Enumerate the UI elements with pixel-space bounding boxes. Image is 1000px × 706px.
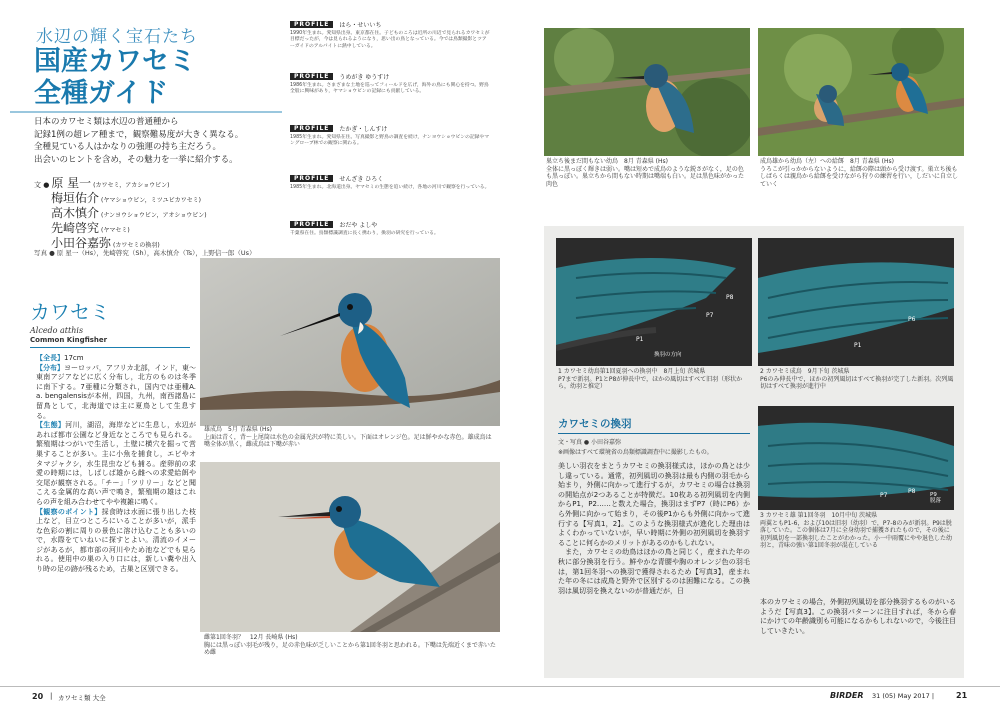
- profile-body: 1985年生まれ。北海道出身。ヤマセミの生態を追い続け，各地の河川で観察を行っている。: [290, 185, 490, 190]
- species-header: [30, 300, 190, 348]
- kingfisher-male-photo: [200, 258, 500, 426]
- issue-info: 31 (05) May 2017 |: [872, 692, 935, 700]
- article-title: カワセミの換羽: [558, 416, 750, 434]
- page-number: 20: [32, 692, 44, 701]
- credit-note: (ヤマショウビン，ミツユビカワセミ): [101, 197, 201, 204]
- footer-divider-icon: |: [50, 692, 53, 700]
- para-head: 【観察のポイント】: [36, 507, 102, 516]
- profile-name: はら・せいいち: [339, 22, 382, 29]
- profile-body: 千葉県在住。鳥類標識調査に長く携わり，換羽の研究を行っている。: [290, 231, 439, 236]
- juvenile-image: [544, 28, 750, 156]
- caption-wing-1: 1 カワセミ幼鳥第1回夏羽への換羽中 8月上旬 茨城県 P7まで新羽。P1とP8が伸長中で，ほかの風切はすべて旧羽（形状から，幼羽と推定）: [558, 368, 743, 391]
- profile-body: 1986年生まれ。さまざまな土地を巡ってフィールドを広げ，海外の鳥にも関心を持つ。野鳥全般に興味があり，ヤマショウビンの記録にも貢献している。: [290, 83, 489, 95]
- latin-name: Alcedo atthis: [30, 326, 84, 335]
- wing-label: P9 脱落: [930, 492, 942, 504]
- footer-right: [500, 686, 1000, 706]
- wing-label: P7: [880, 492, 888, 499]
- wing-image-1: [556, 238, 752, 366]
- credit-name: 原 星一: [51, 176, 92, 190]
- credit-name: 小田谷嘉弥: [51, 236, 112, 250]
- lead-line: 日本のカワセミ類は水辺の普通種から: [34, 117, 179, 127]
- profile-tag: PROFILE: [290, 21, 333, 28]
- credits: [34, 172, 274, 250]
- species-name: カワセミ: [30, 300, 110, 324]
- profile-tag: PROFILE: [290, 73, 333, 80]
- wing-image-3: [758, 406, 954, 510]
- profile-name: うめがき ゆうすけ: [339, 74, 390, 81]
- kingfisher-female-photo: [200, 462, 500, 632]
- credit-note: (ヤマセミ): [101, 227, 130, 234]
- article-body-continued: 本のカワセミの場合，外側初列風切を部分換羽するものがいるようだ【写真3】。この換羽パターンに注目すれば，冬から春にかけての年齢識別も可能になるかもしれないので，今後注目していきたい。: [760, 598, 956, 635]
- credit-row: [34, 202, 274, 220]
- article-byline: 文・写真 ● 小田谷嘉弥: [558, 439, 622, 446]
- wing-photo-3: [758, 406, 954, 510]
- caption-male: 雄成鳥 5月 青森県 (Hs) 上面は青く，背～上尾筒は水色の金属光沢が特に美しい。下面はオレンジ色。足は鮮やかな赤色。雄成鳥は嘴全体が黒く，雌成鳥は下嘴が赤い: [204, 426, 492, 449]
- wing-label: P8: [726, 294, 734, 301]
- credit-name: 先崎啓究: [51, 221, 100, 235]
- juvenile-photo: [544, 28, 750, 156]
- para-text: ヨーロッパ，アフリカ北部，インド，東～東南アジアなどに広く分布し，北方のものは冬季に南下する。7亜種に分類され，国内では亜種A. a. bengalensisが本州，四国，九州，南西諸島に留鳥として，北海道では主に夏鳥として生息する。: [36, 363, 196, 420]
- credit-note: (ナンヨウショウビン，アオショウビン): [101, 212, 207, 219]
- credit-note: (カワセミ，アカショウビン): [93, 182, 170, 189]
- molt-article: [558, 416, 750, 674]
- profile-tag: PROFILE: [290, 175, 333, 182]
- english-name: Common Kingfisher: [30, 336, 190, 348]
- profile-body: 1985年生まれ。愛知県在住。写真撮影と野鳥の調査を続け，ナンヨウショウビンの記録やマングローブ林での観察に関わる。: [290, 135, 490, 147]
- caption-wing-2: 2 カワセミ成鳥 9月下旬 茨城県 P6のみ伸長中で，ほかの初列風切はすべて換羽が完了した新羽。次列風切はすべて換羽が進行中: [760, 368, 954, 391]
- article-body: 美しい羽衣をまとうカワセミの換羽様式は，ほかの鳥とは少し違っている。通常，初列風切の換羽は最も内側の羽毛から始まり，外側に向かって進行するが，カワセミの場合は換羽の開始点が2つあることが特徴だ。10枚ある初列風切を内側からP1，P2……と数えた場合，換羽はまずP7（時にP6）から外側に向かって始まり，その後P1からも外側に向かって進行する【写真1，2】。このような換羽様式が進化した理由はよくわかっていないが，早い時期に外側の初列風切を換羽することに何らかのメリットがあるのかもしれない。 また，カワセミの幼鳥はほかの鳥と同じく，産まれた年の秋に部分換羽を行う。鮮やかな青腰や胸のオレンジ色の羽毛は，第1回冬羽への換羽で獲得されるため【写真3】，産まれた年の冬には成鳥と野外で区別するのは困難になる。この換羽は風切羽を換えないのが普通だが，日: [558, 462, 750, 595]
- wing-label: P8: [908, 488, 916, 495]
- profile: [290, 174, 490, 214]
- profile: [290, 124, 490, 168]
- credit-name: 梅垣佑介: [51, 191, 100, 205]
- species-body: [36, 354, 196, 672]
- wing-label: P1: [854, 342, 862, 349]
- para-text: 17cm: [64, 354, 84, 362]
- caption-juvenile: 巣立ち後まだ間もない幼鳥 8月 青森県 (Hs) 全体に黒っぽく輝きは弱い。嘴は短めで成鳥のような鋭さがなく，足の色も黒っぽい。巣立ちから間もない時期は嘴端も白い。足は黒色味がかった肉色: [546, 158, 745, 188]
- species-para: [36, 364, 196, 422]
- kicker: 水辺の輝く宝石たち: [36, 27, 198, 47]
- wing-label: P6: [908, 316, 916, 323]
- credit-name: 高木慎介: [51, 206, 100, 220]
- credit-label: 文 ●: [34, 181, 50, 189]
- caption-wing-3: 3 カワセミ雄 第1回冬羽 10月中旬 茨城県 両翼ともP1-6，および10は旧羽（幼羽）で，P7-8のみが新羽。P9は脱落していた。この個体は7月に全身幼羽で捕獲されたもので，その後に初列風切を一部換羽したことがわかった。小一中雨覆にやや退色した幼羽と，青味の強い第1回冬羽が混在している: [760, 512, 953, 550]
- kingfisher-male-image: [200, 258, 500, 426]
- species-para: [36, 508, 196, 575]
- credit-note: (カワセミの換羽): [113, 242, 160, 249]
- credit-row: [34, 232, 274, 250]
- wing-photo-2: [758, 238, 954, 366]
- profile-tag: PROFILE: [290, 125, 333, 132]
- feeding-photo: [758, 28, 964, 156]
- molt-direction-label: 換羽の方向: [654, 352, 682, 358]
- section-name: カワセミ類 大全: [58, 694, 106, 702]
- wing-label: P7: [706, 312, 714, 319]
- para-head: 【分布】: [36, 363, 65, 372]
- profile-name: せんざき ひろく: [339, 176, 384, 183]
- lead-text: [34, 116, 284, 166]
- title-rule: [10, 111, 282, 113]
- profile-tag: PROFILE: [290, 221, 333, 228]
- credit-row: [34, 172, 274, 190]
- profile-name: たかぎ・しんすけ: [339, 126, 388, 133]
- profile: [290, 220, 490, 254]
- para-head: 【生態】: [36, 421, 66, 430]
- lead-line: 全種見ている人はかなりの強運の持ち主だろう。: [34, 142, 222, 152]
- species-para: [36, 354, 196, 364]
- profile: [290, 72, 490, 118]
- article-note: ※画像はすべて環境省の鳥類標識調査中に撮影したもの。: [558, 449, 713, 456]
- kingfisher-female-image: [200, 462, 500, 632]
- title-line-1: 国産カワセミ: [34, 46, 196, 77]
- credit-row: [34, 187, 274, 205]
- lead-line: 出会いのヒントを含め，その魅力を一挙に紹介する。: [34, 154, 238, 165]
- right-page: [500, 0, 1000, 706]
- magazine-name: BIRDER: [830, 691, 864, 700]
- page-number: 21: [956, 691, 968, 700]
- title-line-2: 全種ガイド: [34, 78, 169, 109]
- profile-name: おだや よしや: [339, 222, 378, 229]
- wing-photo-1: [556, 238, 752, 366]
- caption-feeding: 成鳥雄から幼鳥（左）への給餌 8月 青森県 (Hs) うろこが引っかからないように，給餌の際は頭から受け渡す。巣立ち後もしばらくは親鳥から給餌を受けながら狩りの練習を行い，しだいに自立していく: [760, 158, 959, 188]
- profile: [290, 20, 490, 66]
- photo-credit: 写真 ● 原 星一（Hs），先崎啓究（Sh），高木慎介（Ts），上野信一郎（Us）: [34, 249, 256, 257]
- lead-line: 記録1例の超レア種まで，観察難易度が大きく異なる。: [34, 129, 244, 140]
- para-head: 【全長】: [36, 354, 64, 362]
- footer-left: [0, 686, 500, 706]
- caption-female: 雌第1回冬羽？ 12月 長崎県 (Hs) 胸には黒っぽい羽毛が残り，足の赤色味が乏しいことから第1回冬羽と思われる。下嘴は先端近くまで赤いため雌: [204, 634, 496, 657]
- profile-body: 1990年生まれ。愛知県出身。東京都在住。子どものころは近所の川辺で見られるカワセミが目標だったが，今は見られるようになり，思い出の鳥となっている。今では鳥類撮影とツアーガイドのアルバイトに熱中している。: [290, 31, 490, 49]
- para-text: 採食時は水面に張り出した枝上など，目立つところにいることが多いが，派手な色彩の割に周りの景色に溶け込むことも多いので，水際をていねいに探すとよい。清流のイメージがあるが，都市部の河川やため池などでも見られる。使用中の巣の入り口には，新しい糞や出入り時の足の跡が残るため，古巣と区別できる。: [36, 507, 196, 574]
- species-para: [36, 421, 196, 507]
- para-text: 河川，湖沼，海岸などに生息し，水辺があれば都市公園など身近なところでも見られる。繁殖期はつがいで生活し，土壁に横穴を掘って営巣することが多い。主に小魚を捕食し，エビやオタマジャクシ，水生昆虫なども捕る。産卵前の求愛の時期には，しばしば雄から雌への求愛給餌や交尾が観察される。「チー」「ツリリー」などと聞こえる金属的な高い声で鳴き，繁殖期の雄はこれらの声を組み合わせてやや複雑に鳴く。: [36, 421, 196, 506]
- profiles: [290, 20, 490, 254]
- credit-row: [34, 217, 274, 235]
- feeding-image: [758, 28, 964, 156]
- wing-label: P1: [636, 336, 644, 343]
